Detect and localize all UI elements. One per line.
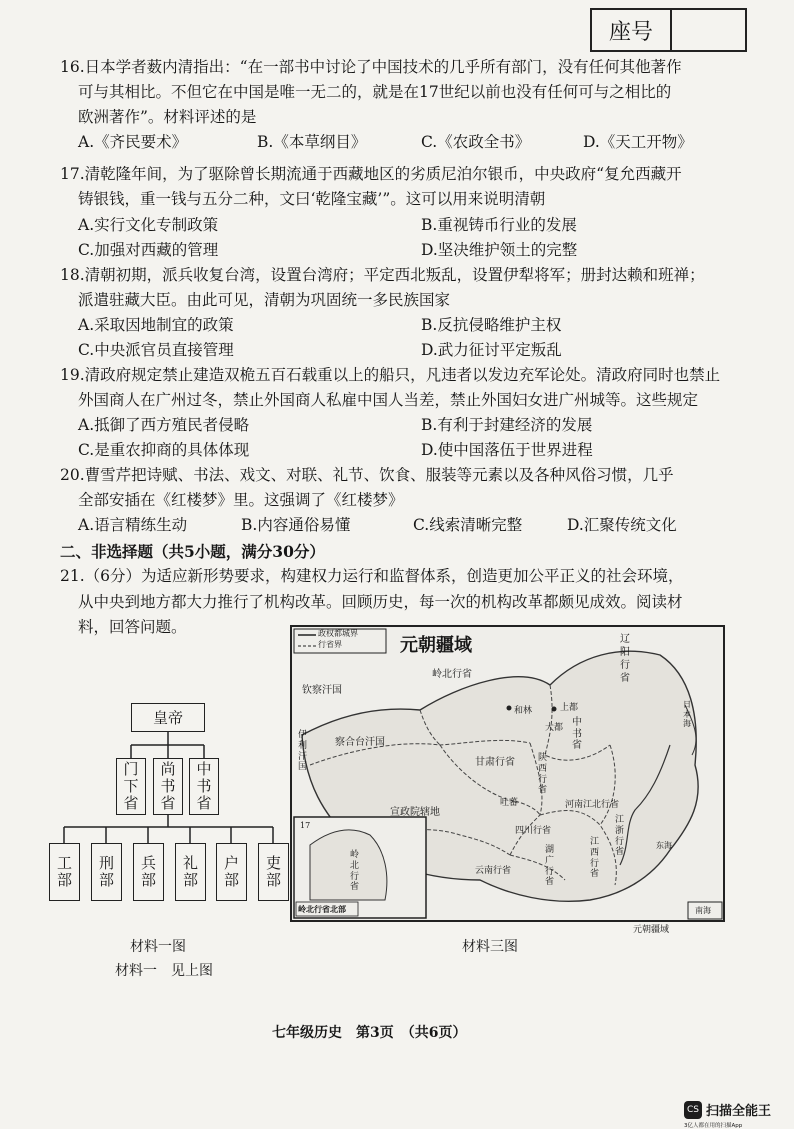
org-libu: 礼部 [175,843,206,901]
org-hubu: 户部 [216,843,247,901]
map-inset-sub: 岭北行省 [350,850,360,893]
map-label-jiangxi: 江西行省 [590,837,600,880]
q16-line-1: 16.日本学者薮内清指出：“在一部书中讨论了中国技术的几乎所有部门，没有任何其他著作 [60,58,682,76]
camscanner-icon: CS [684,1101,702,1119]
map-label-dadu: 大都 [545,723,564,733]
map-label-tubo: 吐蕃 [500,798,519,808]
seat-number-box [590,8,747,52]
q19-line-2: 外国商人在广州过冬，禁止外国商人私雇中国人当差，禁止外国妇女进广州城等。这些规定 [78,391,699,409]
org-gongbu: 工部 [49,843,80,901]
q16-line-2: 可与其相比。不但它在中国是唯一无二的，就是在17世纪以前也没有任何可与之相比的 [78,83,672,101]
org-menxia: 门下省 [116,758,146,815]
q20-option-b: B.内容通俗易懂 [241,516,351,534]
map-inset-number: 17 [300,821,311,830]
material-1-note: 材料一 见上图 [115,963,213,979]
material-1-caption: 材料一图 [130,939,186,955]
org-libu-2: 吏部 [258,843,289,901]
map-label-jiangzhe: 江浙行省 [615,815,625,858]
q16-line-3: 欧洲著作”。材料评述的是 [78,108,257,126]
map-legend-border: 政权都城界 [318,629,358,638]
camscanner-logo [684,1100,771,1129]
map-label-sichuan: 四川行省 [515,826,552,836]
map-label-shaanxi: 陕西行省 [538,753,548,796]
q17-option-b: B.重视铸币行业的发展 [421,216,577,234]
map-label-ilkhanate: 伊利汗国 [298,730,308,773]
q19-line-1: 19.清政府规定禁止建造双桅五百石载重以上的船只，凡违者以发边充军论处。清政府同时也禁止 [60,366,721,384]
q20-option-d: D.汇聚传统文化 [567,516,677,534]
org-emperor: 皇帝 [131,703,205,732]
q17-option-c: C.加强对西藏的管理 [78,241,219,259]
map-label-gansu: 甘肃行省 [475,757,515,768]
org-xingbu: 刑部 [91,843,122,901]
q16-option-c: C.《农政全书》 [421,133,531,151]
q20-line-1: 20.曹雪芹把诗赋、书法、戏文、对联、礼节、饮食、服装等元素以及各种风俗习惯，几乎 [60,466,674,484]
map-label-qincha: 钦察汗国 [302,685,342,696]
q16-option-a: A.《齐民要术》 [78,133,188,151]
q20-line-2: 全部安插在《红楼梦》里。这强调了《红楼梦》 [78,491,404,509]
q17-option-d: D.坚决维护领土的完整 [421,241,578,259]
q19-option-a: A.抵御了西方殖民者侵略 [78,416,250,434]
map-inset-label: 岭北行省北部 [298,904,346,914]
org-shangshu: 尚书省 [153,758,183,815]
map-label-huguang: 湖广行省 [545,845,555,888]
q17-line-2: 铸银钱，重一钱与五分二种，文曰‘乾隆宝藏’”。这可以用来说明清朝 [78,190,546,208]
q21-line-3: 料，回答问题。 [78,618,187,636]
q18-option-b: B.反抗侵略维护主权 [421,316,562,334]
q16-option-b: B.《本草纲目》 [257,133,367,151]
q20-option-a: A.语言精练生动 [78,516,188,534]
q19-option-c: C.是重农抑商的具体体现 [78,441,250,459]
map-label-xuanzhengyuan: 宣政院辖地 [390,807,440,818]
org-bingbu: 兵部 [133,843,164,901]
camscanner-brand: 扫描全能王 [706,1104,772,1119]
map-corner-note: 元朝疆域 [633,925,670,935]
map-label-japan-sea: 日本海 [683,700,691,729]
map-label-shangdu: 上都 [560,703,579,713]
map-label-helin: 和林 [514,706,533,716]
yuan-map [290,625,725,922]
q20-option-c: C.线索清晰完整 [413,516,523,534]
q18-option-c: C.中央派官员直接管理 [78,341,234,359]
map-label-east-sea: 东海 [656,841,672,850]
q19-option-b: B.有利于封建经济的发展 [421,416,593,434]
q17-option-a: A.实行文化专制政策 [78,216,219,234]
q18-option-d: D.武力征讨平定叛乱 [421,341,562,359]
section-2-heading: 二、非选择题（共5小题，满分30分） [60,542,325,561]
map-label-zhongshu: 中书省 [572,717,582,751]
org-zhongshu: 中书省 [189,758,219,815]
map-label-yunnan: 云南行省 [475,866,512,876]
q17-line-1: 17.清乾隆年间，为了驱除曾长期流通于西藏地区的劣质尼泊尔银币，中央政府“复允西藏开 [60,165,682,183]
seat-label: 座号 [592,10,672,50]
seat-value [672,10,745,50]
map-label-henan: 河南江北行省 [565,800,620,810]
material-3-caption: 材料三图 [462,939,518,955]
q16-option-d: D.《天工开物》 [583,133,693,151]
q18-option-a: A.采取因地制宜的政策 [78,316,234,334]
map-label-lingbei: 岭北行省 [432,669,472,680]
map-title: 元朝疆域 [400,635,472,656]
map-label-chagatai: 察合台汗国 [335,737,385,748]
q19-option-d: D.使中国落伍于世界进程 [421,441,593,459]
map-south-sea: 南海 [695,906,711,915]
q18-line-1: 18.清朝初期，派兵收复台湾，设置台湾府；平定西北叛乱，设置伊犁将军；册封达赖和班禅； [60,266,705,284]
page-footer: 七年级历史 第3页 （共6页） [272,1025,467,1041]
map-label-liaoyang: 辽阳行省 [620,634,630,684]
camscanner-sub: 3亿人都在用的扫描App [684,1123,743,1129]
q21-line-2: 从中央到地方都大力推行了机构改革。回顾历史，每一次的机构改革都颇见成效。阅读材 [78,593,683,611]
q21-line-1: 21.（6分）为适应新形势要求，构建权力运行和监督体系，创造更加公平正义的社会环境， [60,567,684,585]
q18-line-2: 派遣驻藏大臣。由此可见，清朝为巩固统一多民族国家 [78,291,451,309]
map-legend-province: 行省界 [318,640,342,649]
